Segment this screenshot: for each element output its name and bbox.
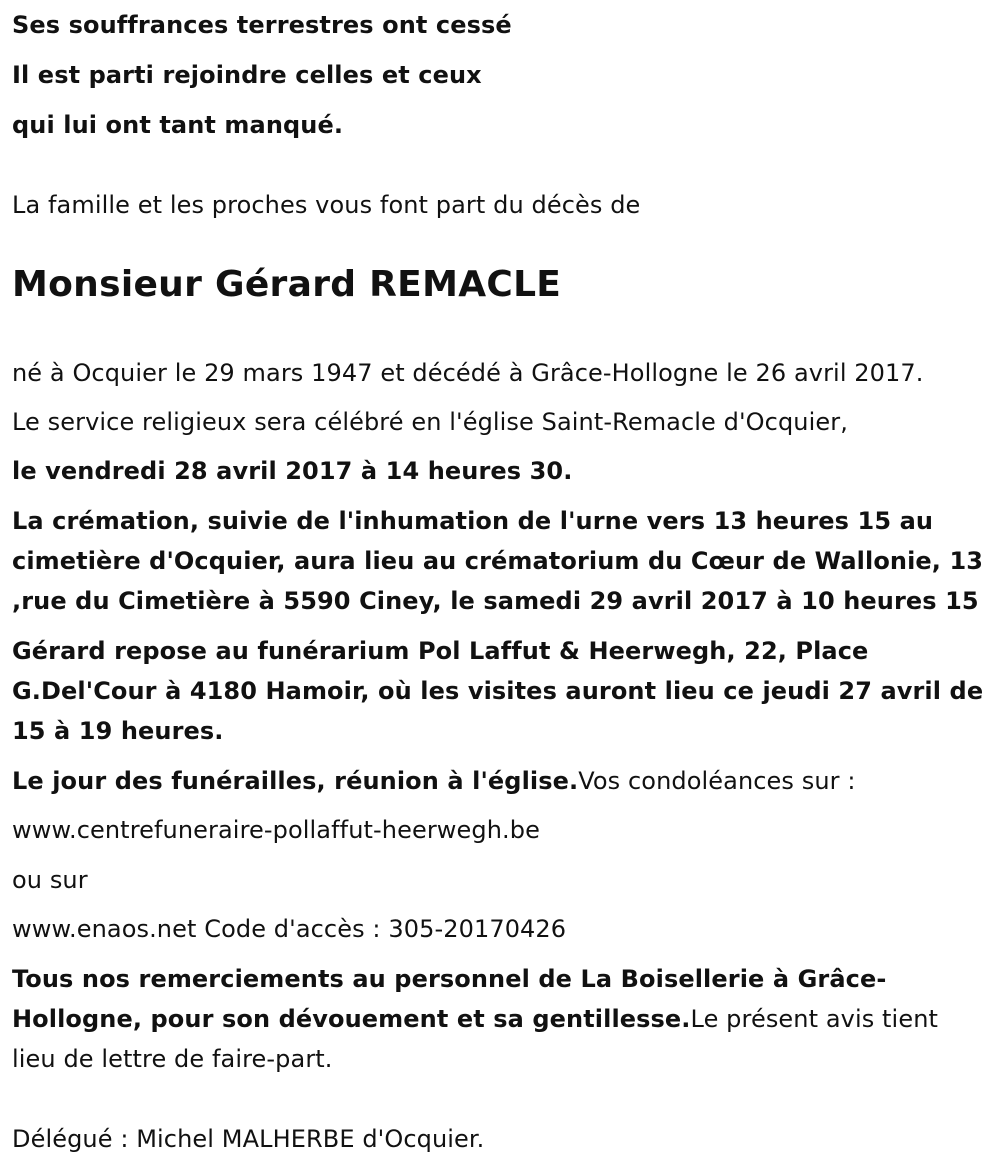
condolences-text: Vos condoléances sur : (578, 767, 856, 795)
service-date-text: le vendredi 28 avril 2017 à 14 heures 30. (12, 457, 573, 485)
epitaph-line-1: Ses souffrances terrestres ont cessé (12, 11, 512, 39)
thanks-line-2 (12, 1004, 938, 1034)
or-on-text: ou sur (12, 866, 88, 894)
thanks-line-1: Tous nos remerciements au personnel de La Boisellerie à Grâce- (12, 965, 887, 993)
epitaph-line-2: Il est parti rejoindre celles et ceux (12, 61, 482, 89)
website-link-1[interactable]: www.centrefuneraire-pollaffut-heerwegh.be (12, 816, 540, 844)
cremation-line-1: La crémation, suivie de l'inhumation de l'urne vers 13 heures 15 au (12, 507, 934, 535)
visitation-line-1: Gérard repose au funérarium Pol Laffut & Heerwegh, 22, Place (12, 637, 869, 665)
cremation-line-2: cimetière d'Ocquier, aura lieu au crématorium du Cœur de Wallonie, 13 (12, 547, 984, 575)
website-link-2[interactable]: www.enaos.net Code d'accès : 305-20170426 (12, 915, 567, 943)
funeral-day-text: Le jour des funérailles, réunion à l'église. (12, 767, 579, 795)
visitation-line-2: G.Del'Cour à 4180 Hamoir, où les visites auront lieu ce jeudi 27 avril de (12, 677, 984, 705)
cremation-line-3: ,rue du Cimetière à 5590 Ciney, le samedi 29 avril 2017 à 10 heures 15 (12, 587, 979, 615)
birth-death-text: né à Ocquier le 29 mars 1947 et décédé à Grâce-Hollogne le 26 avril 2017. (12, 359, 924, 387)
epitaph-line-3: qui lui ont tant manqué. (12, 111, 344, 139)
funeral-day-line (12, 766, 856, 796)
deceased-name: Monsieur Gérard REMACLE (12, 264, 562, 305)
notice-tail-1: Le présent avis tient (690, 1005, 939, 1033)
intro-text: La famille et les proches vous font part du décès de (12, 191, 641, 219)
thanks-text-2: Hollogne, pour son dévouement et sa gentillesse. (12, 1005, 691, 1033)
notice-tail-2: lieu de lettre de faire-part. (12, 1045, 333, 1073)
delegate-text: Délégué : Michel MALHERBE d'Ocquier. (12, 1125, 485, 1153)
visitation-line-3: 15 à 19 heures. (12, 717, 224, 745)
service-text: Le service religieux sera célébré en l'église Saint-Remacle d'Ocquier, (12, 408, 848, 436)
